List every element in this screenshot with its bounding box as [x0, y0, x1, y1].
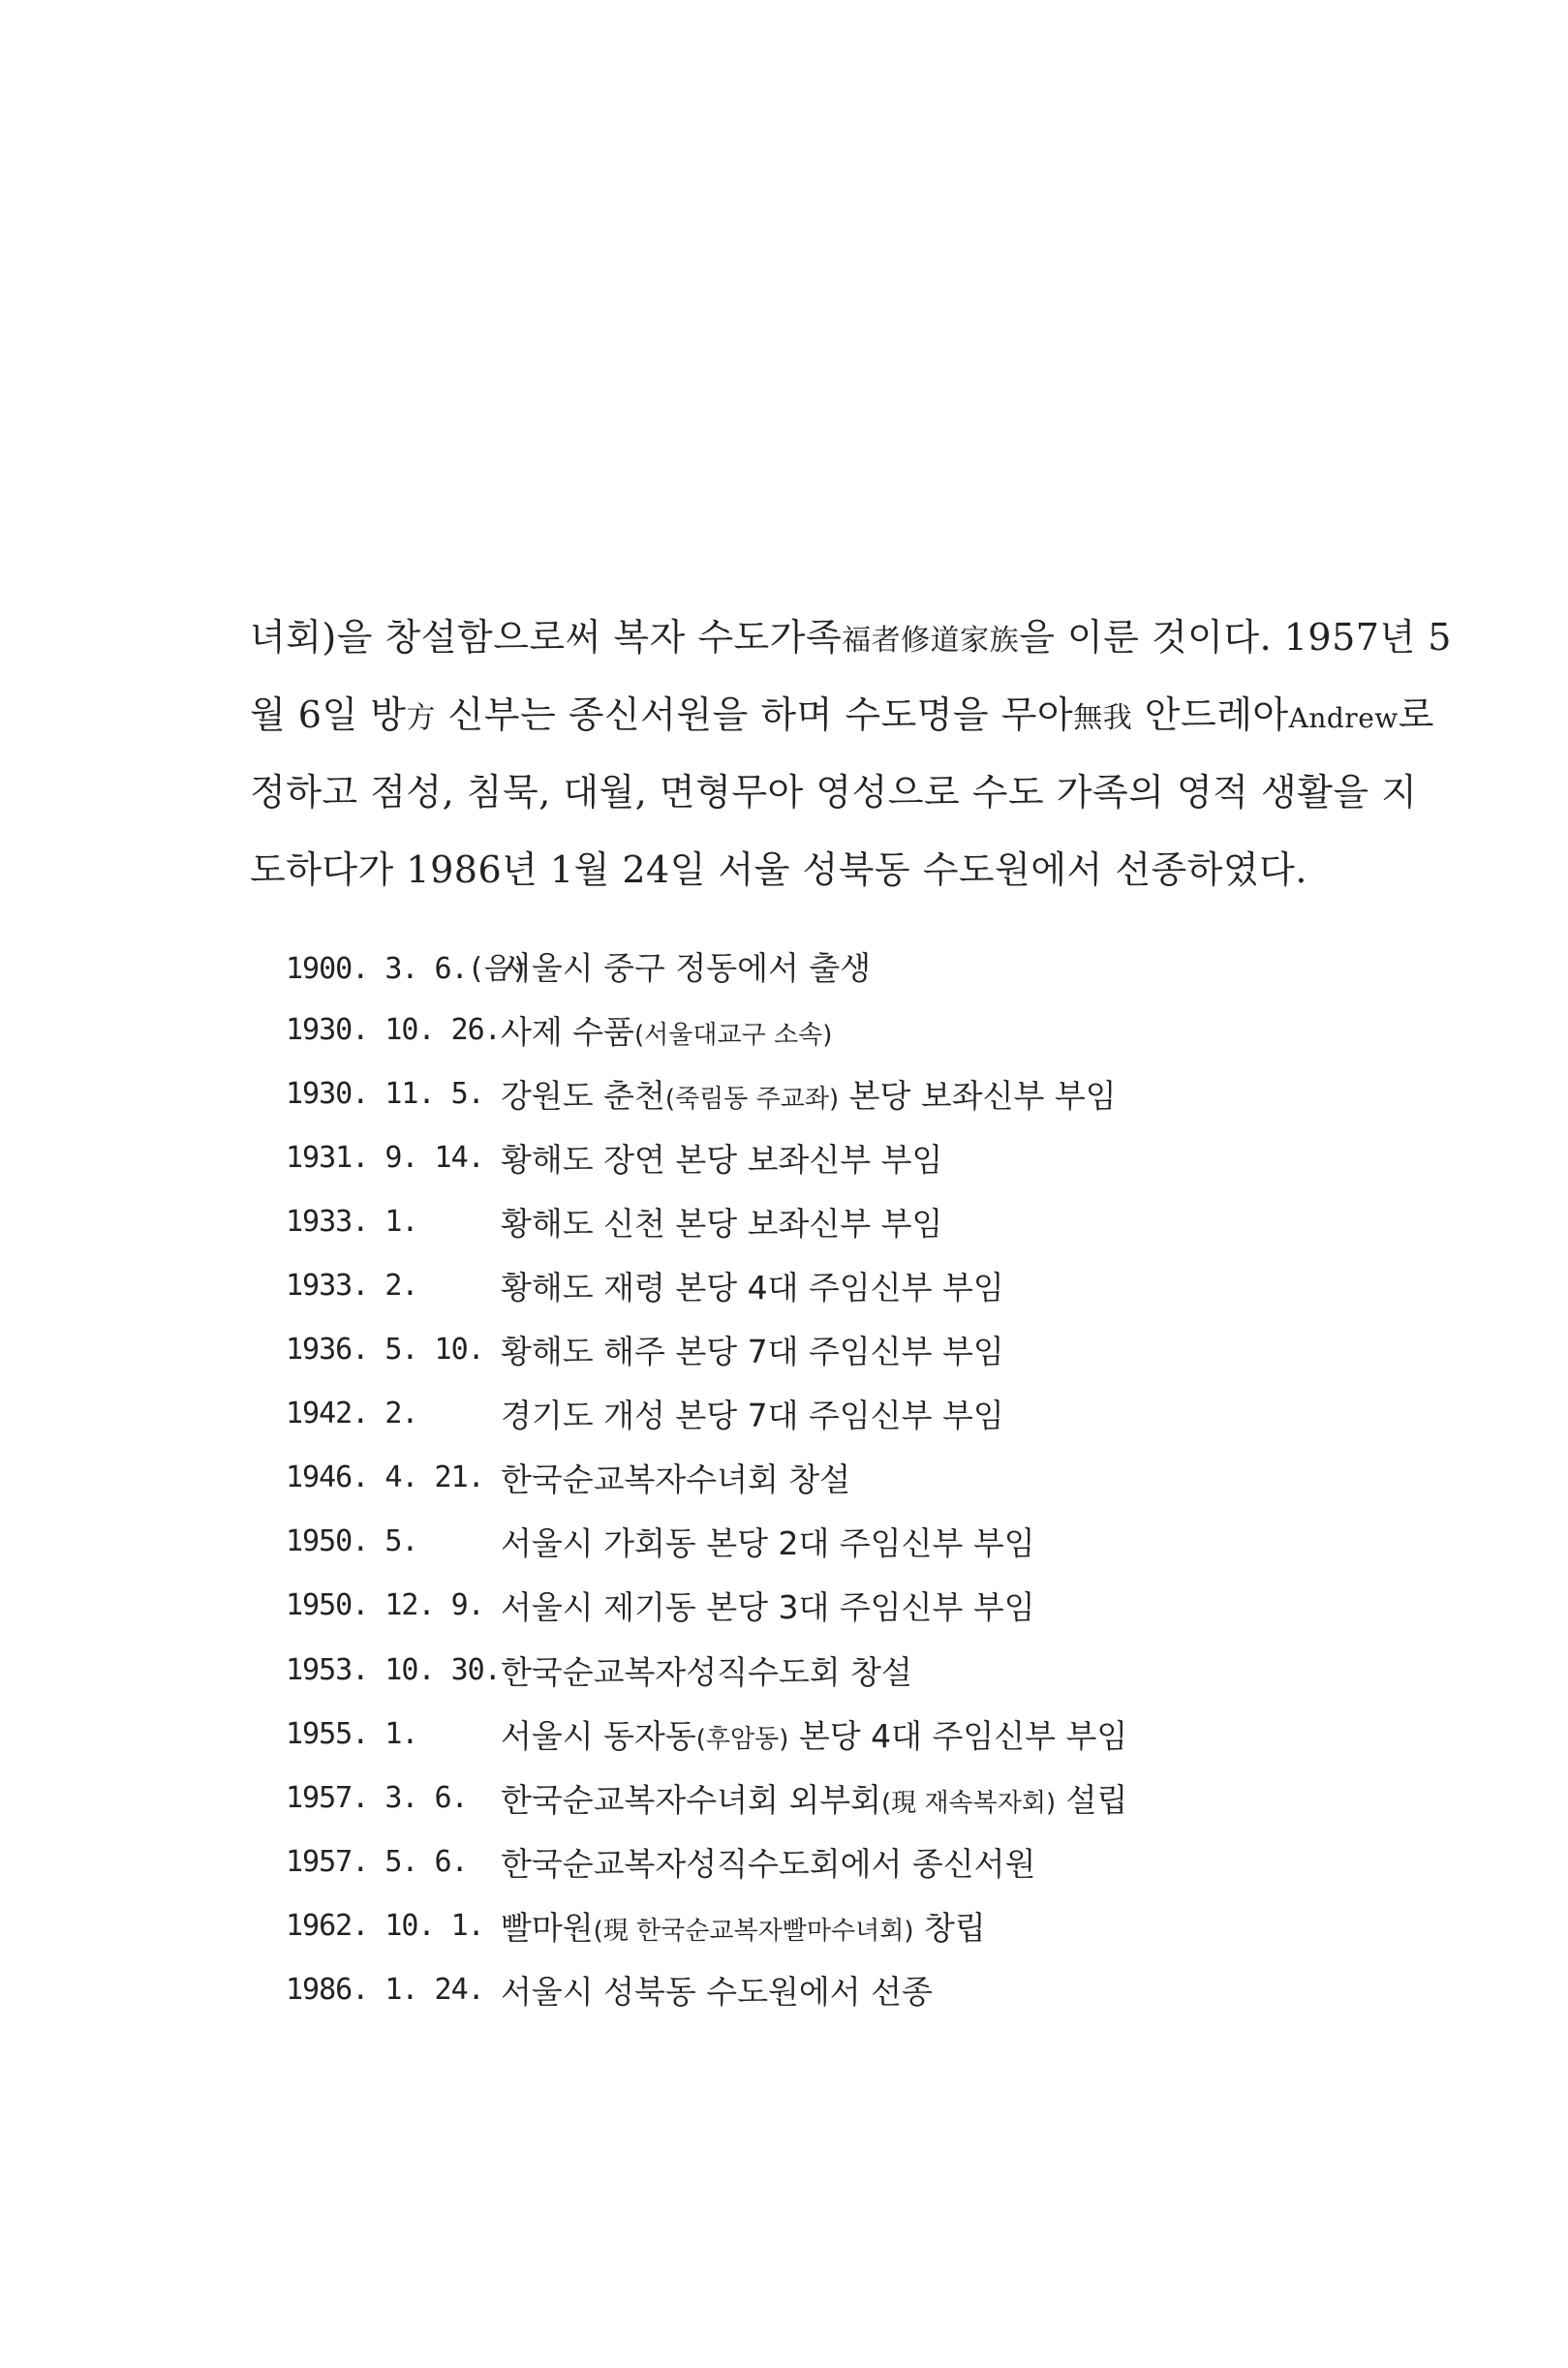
- timeline-event-text: 한국순교복자성직수도회에서 종신서원: [501, 1844, 1036, 1883]
- timeline-event-note: (서울대교구 소속): [634, 1020, 833, 1050]
- timeline-row: [286, 1766, 1351, 1830]
- timeline-date: 1950. 5.: [286, 1524, 418, 1559]
- timeline-event: [501, 1711, 1351, 1757]
- timeline-date: 1933. 2.: [286, 1269, 418, 1304]
- timeline-event: [501, 1007, 1351, 1053]
- timeline-event: [501, 943, 1351, 989]
- timeline-event: [501, 1455, 1351, 1500]
- timeline-row: [286, 1253, 1351, 1317]
- timeline-event: [501, 1775, 1351, 1821]
- timeline-event: [501, 1135, 1351, 1181]
- timeline-event: [501, 1391, 1351, 1436]
- timeline-event-text: 황해도 장연 본당 보좌신부 부임: [501, 1140, 943, 1179]
- timeline-date: 1962. 10. 1.: [286, 1908, 484, 1943]
- intro-line: [250, 831, 1327, 908]
- timeline-event-note: (現 한국순교복자빨마수녀회): [593, 1916, 914, 1946]
- intro-paragraph: [250, 599, 1452, 908]
- timeline-event: [501, 1903, 1351, 1949]
- timeline-event: [501, 1647, 1351, 1693]
- timeline-date: 1986. 1. 24.: [286, 1973, 484, 2008]
- timeline-row: [286, 1446, 1351, 1510]
- intro-text: 을 이룬 것이다. 1957년 5: [1019, 616, 1452, 659]
- timeline-date: 1957. 3. 6.: [286, 1780, 468, 1815]
- timeline-row: [286, 1382, 1351, 1446]
- timeline-event-text: 서울시 가회동 본당 2대 주임신부 부임: [501, 1524, 1035, 1563]
- timeline-row: [286, 1125, 1351, 1189]
- timeline-event-note: (죽림동 주교좌): [664, 1084, 840, 1114]
- intro-text: 월 6일 방: [250, 693, 407, 736]
- timeline-date: 1931. 9. 14.: [286, 1140, 484, 1175]
- timeline-event-text: 황해도 해주 본당 7대 주임신부 부임: [501, 1333, 1004, 1371]
- timeline-event-text: 강원도 춘천: [501, 1076, 665, 1115]
- timeline-event-text: 황해도 재령 본당 4대 주임신부 부임: [501, 1269, 1004, 1307]
- timeline-date: 1957. 5. 6.: [286, 1844, 468, 1879]
- timeline-event: [501, 1327, 1351, 1372]
- timeline-event-suffix: 창립: [913, 1908, 986, 1947]
- timeline-event-text: 황해도 신천 본당 보좌신부 부임: [501, 1204, 943, 1243]
- timeline-event: [501, 1519, 1351, 1564]
- intro-text: 정하고 점성, 침묵, 대월, 면형무아 영성으로 수도 가족의 영적 생활을 지: [250, 771, 1418, 814]
- timeline-event-text: 한국순교복자수녀회 창설: [501, 1461, 851, 1499]
- timeline-row: [286, 998, 1351, 1061]
- timeline-event-note: (후암동): [695, 1724, 789, 1754]
- timeline-row: [286, 1958, 1351, 2022]
- timeline-row: [286, 1893, 1351, 1957]
- timeline-event: [501, 1967, 1351, 2013]
- timeline-date: 1930. 10. 26.: [286, 1012, 501, 1047]
- intro-line: [250, 676, 1434, 753]
- timeline-event: [501, 1583, 1351, 1628]
- hanja-gloss: 方: [406, 701, 436, 735]
- timeline-event-text: 한국순교복자수녀회 외부회: [501, 1780, 882, 1819]
- timeline-event-suffix: 본당 4대 주임신부 부임: [788, 1716, 1128, 1755]
- timeline-event-text: 서울시 제기동 본당 3대 주임신부 부임: [501, 1588, 1035, 1627]
- intro-text: 녀회)을 창설함으로써 복자 수도가족: [250, 616, 843, 659]
- timeline-event-suffix: 설립: [1056, 1780, 1128, 1819]
- timeline-row: [286, 1638, 1351, 1702]
- timeline-event-text: 한국순교복자성직수도회 창설: [501, 1652, 912, 1691]
- timeline-row: [286, 934, 1351, 998]
- timeline-event-text: 빨마원: [501, 1908, 594, 1947]
- timeline-row: [286, 1574, 1351, 1638]
- intro-text: 신부는 종신서원을 하며 수도명을 무아: [435, 693, 1074, 736]
- timeline-event-text: 서울시 성북동 수도원에서 선종: [501, 1973, 933, 2012]
- timeline-date: 1946. 4. 21.: [286, 1461, 484, 1495]
- timeline-date: 1933. 1.: [286, 1204, 418, 1239]
- timeline-date: 1955. 1.: [286, 1716, 418, 1751]
- timeline-event-text: 경기도 개성 본당 7대 주임신부 부임: [501, 1397, 1004, 1435]
- timeline-row: [286, 1702, 1351, 1766]
- timeline-row: [286, 1189, 1351, 1253]
- timeline-event-text: 사제 수품: [501, 1012, 635, 1051]
- timeline-row: [286, 1830, 1351, 1893]
- intro-line: [250, 599, 1452, 676]
- timeline-event: [501, 1263, 1351, 1308]
- chronology-list: [286, 934, 1351, 2022]
- timeline-event-note: (現 재속복자회): [881, 1788, 1057, 1818]
- hanja-gloss: 無我: [1073, 701, 1133, 735]
- timeline-date: 1936. 5. 10.: [286, 1333, 484, 1368]
- latin-gloss: Andrew: [1288, 702, 1399, 734]
- timeline-date: 1900. 3. 6.(음): [286, 952, 528, 987]
- intro-text: 도하다가 1986년 1월 24일 서울 성북동 수도원에서 선종하였다.: [250, 848, 1307, 891]
- timeline-date: 1942. 2.: [286, 1397, 418, 1431]
- timeline-date: 1953. 10. 30.: [286, 1652, 501, 1687]
- timeline-event: [501, 1839, 1351, 1885]
- intro-text: 로: [1398, 693, 1434, 736]
- timeline-event-text: 서울시 중구 정동에서 출생: [501, 948, 872, 987]
- timeline-event: [501, 1199, 1351, 1245]
- timeline-event: [501, 1071, 1351, 1117]
- timeline-event-text: 서울시 동자동: [501, 1716, 696, 1755]
- timeline-date: 1950. 12. 9.: [286, 1588, 484, 1623]
- hanja-gloss: 福者修道家族: [842, 624, 1020, 658]
- intro-text: 안드레아: [1132, 693, 1289, 736]
- intro-line: [250, 753, 1418, 831]
- timeline-row: [286, 1510, 1351, 1574]
- timeline-date: 1930. 11. 5.: [286, 1076, 484, 1111]
- timeline-event-suffix: 본당 보좌신부 부임: [839, 1076, 1117, 1115]
- timeline-row: [286, 1061, 1351, 1125]
- timeline-row: [286, 1318, 1351, 1382]
